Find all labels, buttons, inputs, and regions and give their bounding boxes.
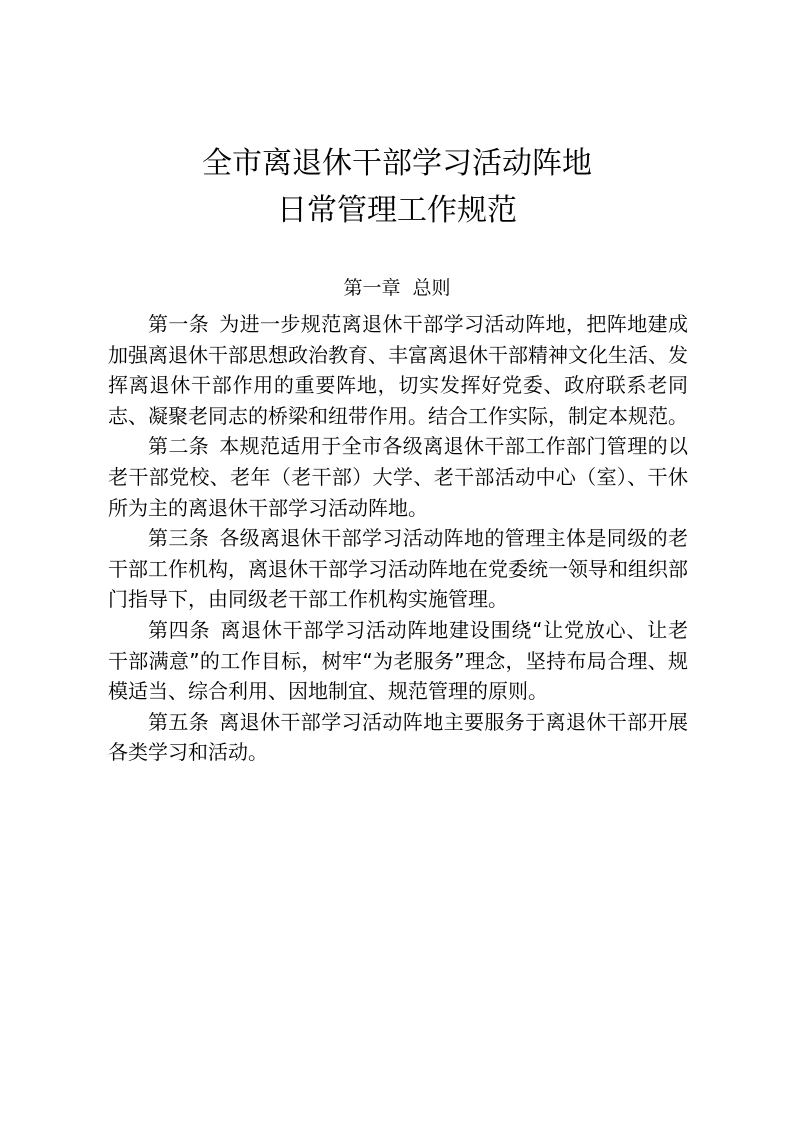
- chapter-heading: 第一章 总则: [343, 277, 451, 299]
- article-3-text: 各级离退休干部学习活动阵地的管理主体是同级的老干部工作机构，离退休干部学习活动阵地在党委统一领导和组织部门指导下，由同级老干部工作机构实施管理。: [108, 526, 689, 612]
- article-5: [108, 707, 688, 768]
- article-2-label: 第二条: [148, 434, 210, 459]
- article-4: [108, 615, 688, 707]
- document-title-line-2: 日常管理工作规范: [277, 193, 517, 228]
- article-4-label: 第四条: [148, 617, 211, 642]
- article-5-text: 离退休干部学习活动阵地主要服务于离退休干部开展各类学习和活动。: [108, 709, 689, 765]
- articles-body: [108, 309, 688, 768]
- document-title-line-1: 全市离退休干部学习活动阵地: [202, 146, 592, 181]
- article-1: [108, 309, 688, 431]
- article-5-label: 第五条: [148, 709, 210, 734]
- article-1-text: 为进一步规范离退休干部学习活动阵地，把阵地建成加强离退休干部思想政治教育、丰富离退休干部精神文化生活、发挥离退休干部作用的重要阵地，切实发挥好党委、政府联系老同志、凝聚老同志的桥梁和纽带作用。结合工作实际，制定本规范。: [108, 312, 689, 428]
- article-2-text: 本规范适用于全市各级离退休干部工作部门管理的以老干部党校、老年（老干部）大学、老干部活动中心（室）、干休所为主的离退休干部学习活动阵地。: [108, 434, 689, 520]
- article-3-label: 第三条: [148, 526, 210, 551]
- article-3: [108, 523, 688, 615]
- article-1-label: 第一条: [148, 312, 210, 336]
- article-4-text: 离退休干部学习活动阵地建设围绕“让党放心、让老干部满意”的工作目标，树牢“为老服务”理念，坚持布局合理、规模适当、综合利用、因地制宜、规范管理的原则。: [108, 617, 688, 704]
- article-2: [108, 431, 688, 523]
